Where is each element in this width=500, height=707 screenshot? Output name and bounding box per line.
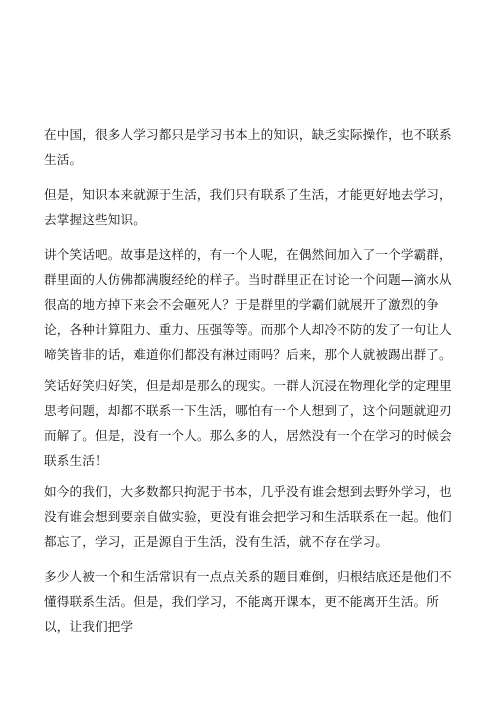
article-body <box>44 122 458 649</box>
paragraph-6: 多少人被一个和生活常识有一点点关系的题目难倒，归根结底还是他们不懂得联系生活。但是，我们学习，不能离开课本，更不能离开生活。所以，让我们把学 <box>44 569 452 634</box>
paragraph-4: 笑话好笑归好笑，但是却是那么的现实。一群人沉浸在物理化学的定理里思考问题，却都不联系一下生活，哪怕有一个人想到了，这个问题就迎刃而解了。但是，没有一个人。那么多的人，居然没有一个在学习的时候会联系生活！ <box>44 378 452 468</box>
paragraph-5: 如今的我们，大多数都只拘泥于书本，几乎没有谁会想到去野外学习，也没有谁会想到要亲自做实验，更没有谁会把学习和生活联系在一起。他们都忘了，学习，正是源自于生活，没有生活，就不存在学习。 <box>44 484 452 549</box>
paragraph-2: 但是，知识本来就源于生活，我们只有联系了生活，才能更好地去学习，去掌握这些知识。 <box>44 187 452 227</box>
paragraph-3: 讲个笑话吧。故事是这样的，有一个人呢，在偶然间加入了一个学霸群，群里面的人仿佛都满腹经纶的样子。当时群里正在讨论一个问题—滴水从很高的地方掉下来会不会砸死人？于是群里的学霸们就展开了激烈的争论，各种计算阻力、重力、压强等等。而那个人却冷不防的发了一句让人啼笑皆非的话，难道你们都没有淋过雨吗？后来，那个人就被踢出群了。 <box>44 247 452 362</box>
paragraph-1: 在中国，很多人学习都只是学习书本上的知识，缺乏实际操作，也不联系生活。 <box>44 127 452 167</box>
